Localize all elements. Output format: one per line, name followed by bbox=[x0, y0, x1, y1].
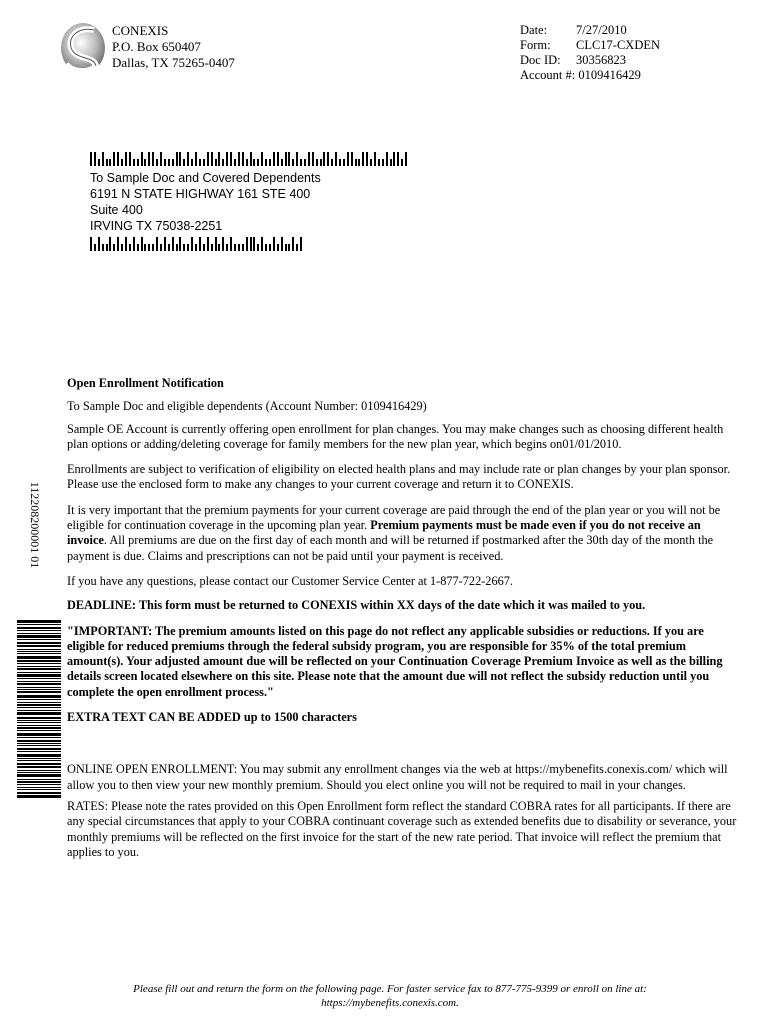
barcode-bar bbox=[17, 666, 61, 667]
barcode-bar bbox=[17, 649, 61, 650]
barcode-bar bbox=[17, 620, 61, 623]
barcode-bar bbox=[94, 244, 96, 251]
barcode-bar bbox=[17, 787, 61, 788]
barcode-bar bbox=[250, 237, 252, 251]
barcode-bar bbox=[288, 152, 290, 166]
barcode-bar bbox=[117, 152, 119, 166]
barcode-bar bbox=[17, 656, 61, 659]
barcode-bar bbox=[222, 159, 224, 166]
barcode-bar bbox=[234, 244, 236, 251]
barcode-bar bbox=[207, 237, 209, 251]
barcode-bar bbox=[203, 244, 205, 251]
barcode-bar bbox=[17, 712, 61, 715]
barcode-bar bbox=[176, 244, 178, 251]
barcode-bar bbox=[366, 152, 368, 166]
barcode-bar bbox=[133, 237, 135, 251]
barcode-bar bbox=[17, 743, 61, 744]
recipient-address bbox=[90, 170, 321, 234]
barcode-bar bbox=[405, 152, 407, 166]
barcode-bar bbox=[242, 244, 244, 251]
barcode-bar bbox=[17, 725, 61, 726]
barcode-bar bbox=[257, 159, 259, 166]
barcode-bar bbox=[246, 237, 248, 251]
barcode-bar bbox=[355, 159, 357, 166]
barcode-bar bbox=[17, 754, 61, 757]
barcode-bar bbox=[304, 159, 306, 166]
recipient-line3: Suite 400 bbox=[90, 203, 143, 217]
barcode-bar bbox=[17, 704, 61, 706]
barcode-bar bbox=[17, 663, 61, 664]
barcode-bar bbox=[215, 159, 217, 166]
barcode-bar bbox=[17, 702, 61, 703]
letter-title: Open Enrollment Notification bbox=[67, 376, 224, 390]
barcode-bar bbox=[17, 758, 61, 759]
premium-text-a: It is very important that the premium payments for your current coverage are paid through the end of the plan year or you will not be eligible for continuation coverage in the upcoming plan year. bbox=[67, 502, 721, 533]
barcode-bar bbox=[156, 159, 158, 166]
barcode-bar bbox=[148, 152, 150, 166]
barcode-bar bbox=[370, 159, 372, 166]
barcode-bar bbox=[17, 781, 61, 783]
barcode-bar bbox=[199, 159, 201, 166]
barcode-bar bbox=[378, 159, 380, 166]
letter-body bbox=[67, 376, 743, 860]
barcode-bar bbox=[17, 710, 61, 711]
barcode-bar bbox=[17, 645, 61, 647]
form-value: CLC17-CXDEN bbox=[576, 38, 661, 52]
barcode-bar bbox=[238, 244, 240, 251]
recipient-line1: To Sample Doc and Covered Dependents bbox=[90, 171, 321, 185]
barcode-bar bbox=[17, 722, 61, 723]
barcode-bar bbox=[308, 152, 310, 166]
barcode-bar bbox=[195, 152, 197, 166]
barcode-bar bbox=[90, 152, 92, 166]
barcode-bar bbox=[17, 678, 61, 679]
barcode-bar bbox=[17, 737, 61, 738]
barcode-bar bbox=[183, 244, 185, 251]
barcode-bar bbox=[374, 152, 376, 166]
barcode-bar bbox=[300, 159, 302, 166]
barcode-bar bbox=[152, 244, 154, 251]
barcode-bar bbox=[137, 159, 139, 166]
barcode-bar bbox=[17, 672, 61, 673]
recipient-line4: IRVING TX 75038-2251 bbox=[90, 219, 223, 233]
barcode-bar bbox=[17, 674, 61, 677]
barcode-bar bbox=[17, 795, 61, 798]
docid-value: 30356823 bbox=[576, 53, 626, 67]
barcode-bar bbox=[300, 237, 302, 251]
barcode-bar bbox=[230, 152, 232, 166]
barcode-bar bbox=[102, 152, 104, 166]
barcode-bar bbox=[17, 751, 61, 752]
barcode-bar bbox=[17, 639, 61, 640]
barcode-bar bbox=[17, 687, 61, 688]
barcode-bar bbox=[226, 244, 228, 251]
barcode-bar bbox=[160, 152, 162, 166]
barcode-bar bbox=[17, 770, 61, 771]
barcode-bar bbox=[292, 159, 294, 166]
barcode-bar bbox=[296, 244, 298, 251]
barcode-bar bbox=[160, 244, 162, 251]
barcode-bar bbox=[17, 779, 61, 780]
barcode-bar bbox=[269, 159, 271, 166]
barcode-bar bbox=[17, 707, 61, 708]
barcode-bar bbox=[207, 152, 209, 166]
barcode-bar bbox=[312, 152, 314, 166]
barcode-bar bbox=[17, 720, 61, 721]
barcode-bar bbox=[17, 740, 61, 742]
barcode-bar bbox=[323, 152, 325, 166]
postal-barcode-bottom bbox=[90, 237, 304, 251]
barcode-bar bbox=[331, 159, 333, 166]
postal-barcode-top bbox=[90, 152, 409, 166]
barcode-bar bbox=[113, 244, 115, 251]
barcode-bar bbox=[281, 159, 283, 166]
barcode-bar bbox=[358, 159, 360, 166]
side-tracking-number: 112208200001 01 bbox=[28, 481, 42, 569]
barcode-bar bbox=[141, 237, 143, 251]
barcode-bar bbox=[144, 159, 146, 166]
barcode-bar bbox=[17, 717, 61, 719]
barcode-bar bbox=[17, 760, 61, 761]
conexis-logo-icon bbox=[58, 20, 108, 76]
premium-text-b: . All premiums are due on the first day of each month and will be returned if postmarked after the 30th day of the month the payment is due. Claims and prescriptions can not be paid until your payment is received. bbox=[67, 533, 714, 563]
barcode-bar bbox=[129, 244, 131, 251]
account-label: Account #: bbox=[520, 68, 576, 82]
footer-line1: Please fill out and return the form on the following page. For faster service fax to 877-775-9399 or enroll on line at: bbox=[133, 983, 647, 995]
barcode-bar bbox=[250, 152, 252, 166]
important-notice: "IMPORTANT: The premium amounts listed on this page do not reflect any applicable subsidies or reductions. If you are eligible for reduced premiums through the federal subsidy program, you are responsible for 35% of the total premium amount(s). Your adjusted amount due will be reflected on your Continuation Coverage Premium Invoice as well as the billing details screen located elsewhere on this site. Please note that the amount due will not reflect the subsidy reduction until you complete the open enrollment process." bbox=[67, 623, 723, 699]
date-value: 7/27/2010 bbox=[576, 23, 627, 37]
date-label: Date: bbox=[520, 23, 548, 37]
barcode-bar bbox=[17, 627, 61, 629]
barcode-bar bbox=[382, 159, 384, 166]
barcode-bar bbox=[339, 159, 341, 166]
paragraph-premium bbox=[67, 503, 743, 564]
barcode-bar bbox=[351, 152, 353, 166]
barcode-bar bbox=[156, 237, 158, 251]
barcode-bar bbox=[137, 244, 139, 251]
barcode-bar bbox=[164, 159, 166, 166]
barcode-bar bbox=[246, 159, 248, 166]
barcode-bar bbox=[203, 159, 205, 166]
form-label: Form: bbox=[520, 38, 551, 52]
barcode-bar bbox=[17, 683, 61, 685]
barcode-bar bbox=[102, 244, 104, 251]
barcode-bar bbox=[273, 237, 275, 251]
barcode-bar bbox=[401, 159, 403, 166]
barcode-bar bbox=[176, 152, 178, 166]
document-info bbox=[520, 23, 660, 83]
barcode-bar bbox=[285, 152, 287, 166]
barcode-bar bbox=[17, 789, 61, 790]
barcode-bar bbox=[253, 159, 255, 166]
barcode-bar bbox=[390, 159, 392, 166]
sender-line1: P.O. Box 650407 bbox=[112, 39, 201, 54]
barcode-bar bbox=[90, 237, 92, 251]
barcode-bar bbox=[152, 152, 154, 166]
barcode-bar bbox=[347, 152, 349, 166]
barcode-bar bbox=[106, 244, 108, 251]
barcode-bar bbox=[261, 152, 263, 166]
barcode-bar bbox=[17, 745, 61, 746]
barcode-bar bbox=[133, 159, 135, 166]
barcode-bar bbox=[17, 774, 61, 777]
barcode-bar bbox=[242, 152, 244, 166]
premium-text-bold: Premium payments must be made even if you do not receive an invoice bbox=[67, 518, 701, 548]
barcode-bar bbox=[164, 237, 166, 251]
deadline-notice: DEADLINE: This form must be returned to CONEXIS within XX days of the date which it was mailed to you. bbox=[67, 598, 646, 613]
barcode-bar bbox=[17, 772, 61, 773]
barcode-bar bbox=[17, 748, 61, 750]
barcode-bar bbox=[17, 699, 61, 700]
barcode-bar bbox=[362, 152, 364, 166]
barcode-bar bbox=[187, 244, 189, 251]
barcode-bar bbox=[238, 152, 240, 166]
barcode-bar bbox=[281, 237, 283, 251]
account-value: 0109416429 bbox=[578, 68, 641, 82]
barcode-bar bbox=[316, 159, 318, 166]
barcode-bar bbox=[109, 237, 111, 251]
barcode-bar bbox=[273, 152, 275, 166]
barcode-bar bbox=[168, 244, 170, 251]
barcode-bar bbox=[17, 681, 61, 682]
barcode-bar bbox=[98, 237, 100, 251]
footer-note bbox=[80, 982, 700, 1010]
rates-notice: RATES: Please note the rates provided on this Open Enrollment form reflect the standard COBRA rates for all participants. If there are any special circumstances that apply to your COBRA continuant coverage such as extended benefits due to disability or severance, your monthly premiums will be reflected on the first invoice for the start of the new rate period. That invoice will reflect the premium that applies to you. bbox=[67, 798, 737, 859]
barcode-bar bbox=[296, 152, 298, 166]
barcode-bar bbox=[195, 244, 197, 251]
barcode-bar bbox=[17, 653, 61, 654]
barcode-bar bbox=[257, 244, 259, 251]
barcode-bar bbox=[17, 624, 61, 625]
recipient-line2: 6191 N STATE HIGHWAY 161 STE 400 bbox=[90, 187, 311, 201]
barcode-bar bbox=[261, 237, 263, 251]
barcode-bar bbox=[386, 152, 388, 166]
barcode-bar bbox=[397, 152, 399, 166]
barcode-bar bbox=[215, 237, 217, 251]
barcode-bar bbox=[17, 635, 61, 638]
barcode-bar bbox=[94, 152, 96, 166]
barcode-bar bbox=[125, 237, 127, 251]
barcode-bar bbox=[17, 689, 61, 690]
sender-line2: Dallas, TX 75265-0407 bbox=[112, 55, 235, 70]
barcode-bar bbox=[113, 152, 115, 166]
barcode-bar bbox=[121, 159, 123, 166]
barcode-bar bbox=[320, 159, 322, 166]
barcode-bar bbox=[17, 730, 61, 731]
barcode-bar bbox=[144, 244, 146, 251]
barcode-bar bbox=[17, 630, 61, 631]
docid-label: Doc ID: bbox=[520, 53, 561, 67]
paragraph-open-enrollment: Sample OE Account is currently offering open enrollment for plan changes. You may make changes such as choosing different health plan options or adding/deleting coverage for family members for the new plan year, which begins on01/01/2010. bbox=[67, 421, 724, 451]
barcode-bar bbox=[17, 763, 61, 765]
barcode-bar bbox=[191, 159, 193, 166]
barcode-bar bbox=[121, 244, 123, 251]
barcode-bar bbox=[230, 237, 232, 251]
barcode-bar bbox=[17, 792, 61, 794]
barcode-bar bbox=[218, 152, 220, 166]
barcode-bar bbox=[222, 237, 224, 251]
barcode-bar bbox=[285, 244, 287, 251]
barcode-bar bbox=[187, 152, 189, 166]
barcode-bar bbox=[292, 237, 294, 251]
barcode-bar bbox=[393, 152, 395, 166]
barcode-bar bbox=[179, 237, 181, 251]
barcode-bar bbox=[17, 651, 61, 652]
barcode-bar bbox=[226, 152, 228, 166]
barcode-bar bbox=[98, 159, 100, 166]
extra-text: EXTRA TEXT CAN BE ADDED up to 1500 characters bbox=[67, 710, 357, 725]
paragraph-eligibility: Enrollments are subject to verification of eligibility on elected health plans and may include rate or plan changes by your plan sponsor. Please use the enclosed form to make any changes to your current coverage and return it to CONEXIS. bbox=[67, 462, 731, 492]
barcode-bar bbox=[17, 660, 61, 662]
barcode-bar bbox=[288, 244, 290, 251]
barcode-bar bbox=[265, 244, 267, 251]
barcode-bar bbox=[277, 152, 279, 166]
barcode-bar bbox=[109, 159, 111, 166]
barcode-bar bbox=[343, 159, 345, 166]
barcode-bar bbox=[335, 152, 337, 166]
barcode-bar bbox=[129, 152, 131, 166]
paragraph-questions: If you have any questions, please contact our Customer Service Center at 1-877-722-2667. bbox=[67, 573, 513, 588]
barcode-bar bbox=[17, 642, 61, 644]
barcode-bar bbox=[277, 244, 279, 251]
barcode-bar bbox=[269, 244, 271, 251]
barcode-bar bbox=[211, 244, 213, 251]
barcode-bar bbox=[17, 691, 61, 693]
online-enrollment: ONLINE OPEN ENROLLMENT: You may submit any enrollment changes via the web at https://mybenefits.conexis.com/ which will allow you to then view your new monthly premium. Should you elect online you will not be required to mail in your changes. bbox=[67, 762, 728, 792]
barcode-bar bbox=[17, 668, 61, 670]
barcode-bar bbox=[179, 152, 181, 166]
barcode-bar bbox=[172, 237, 174, 251]
barcode-bar bbox=[17, 727, 61, 729]
barcode-bar bbox=[125, 152, 127, 166]
barcode-bar bbox=[168, 159, 170, 166]
side-barcode bbox=[17, 620, 61, 799]
sender-name: CONEXIS bbox=[112, 23, 169, 38]
barcode-bar bbox=[191, 237, 193, 251]
footer-line2: https://mybenefits.conexis.com. bbox=[321, 997, 459, 1009]
barcode-bar bbox=[253, 237, 255, 251]
barcode-bar bbox=[17, 633, 61, 634]
barcode-bar bbox=[218, 244, 220, 251]
barcode-bar bbox=[17, 784, 61, 785]
barcode-bar bbox=[17, 733, 61, 736]
barcode-bar bbox=[265, 159, 267, 166]
barcode-bar bbox=[117, 237, 119, 251]
barcode-bar bbox=[17, 766, 61, 768]
barcode-bar bbox=[17, 695, 61, 698]
barcode-bar bbox=[199, 237, 201, 251]
barcode-bar bbox=[172, 159, 174, 166]
barcode-bar bbox=[234, 159, 236, 166]
barcode-bar bbox=[211, 152, 213, 166]
barcode-bar bbox=[141, 152, 143, 166]
salutation: To Sample Doc and eligible dependents (Account Number: 0109416429) bbox=[67, 399, 427, 414]
barcode-bar bbox=[327, 152, 329, 166]
barcode-bar bbox=[148, 244, 150, 251]
barcode-bar bbox=[183, 159, 185, 166]
sender-address bbox=[112, 23, 235, 71]
barcode-bar bbox=[106, 159, 108, 166]
